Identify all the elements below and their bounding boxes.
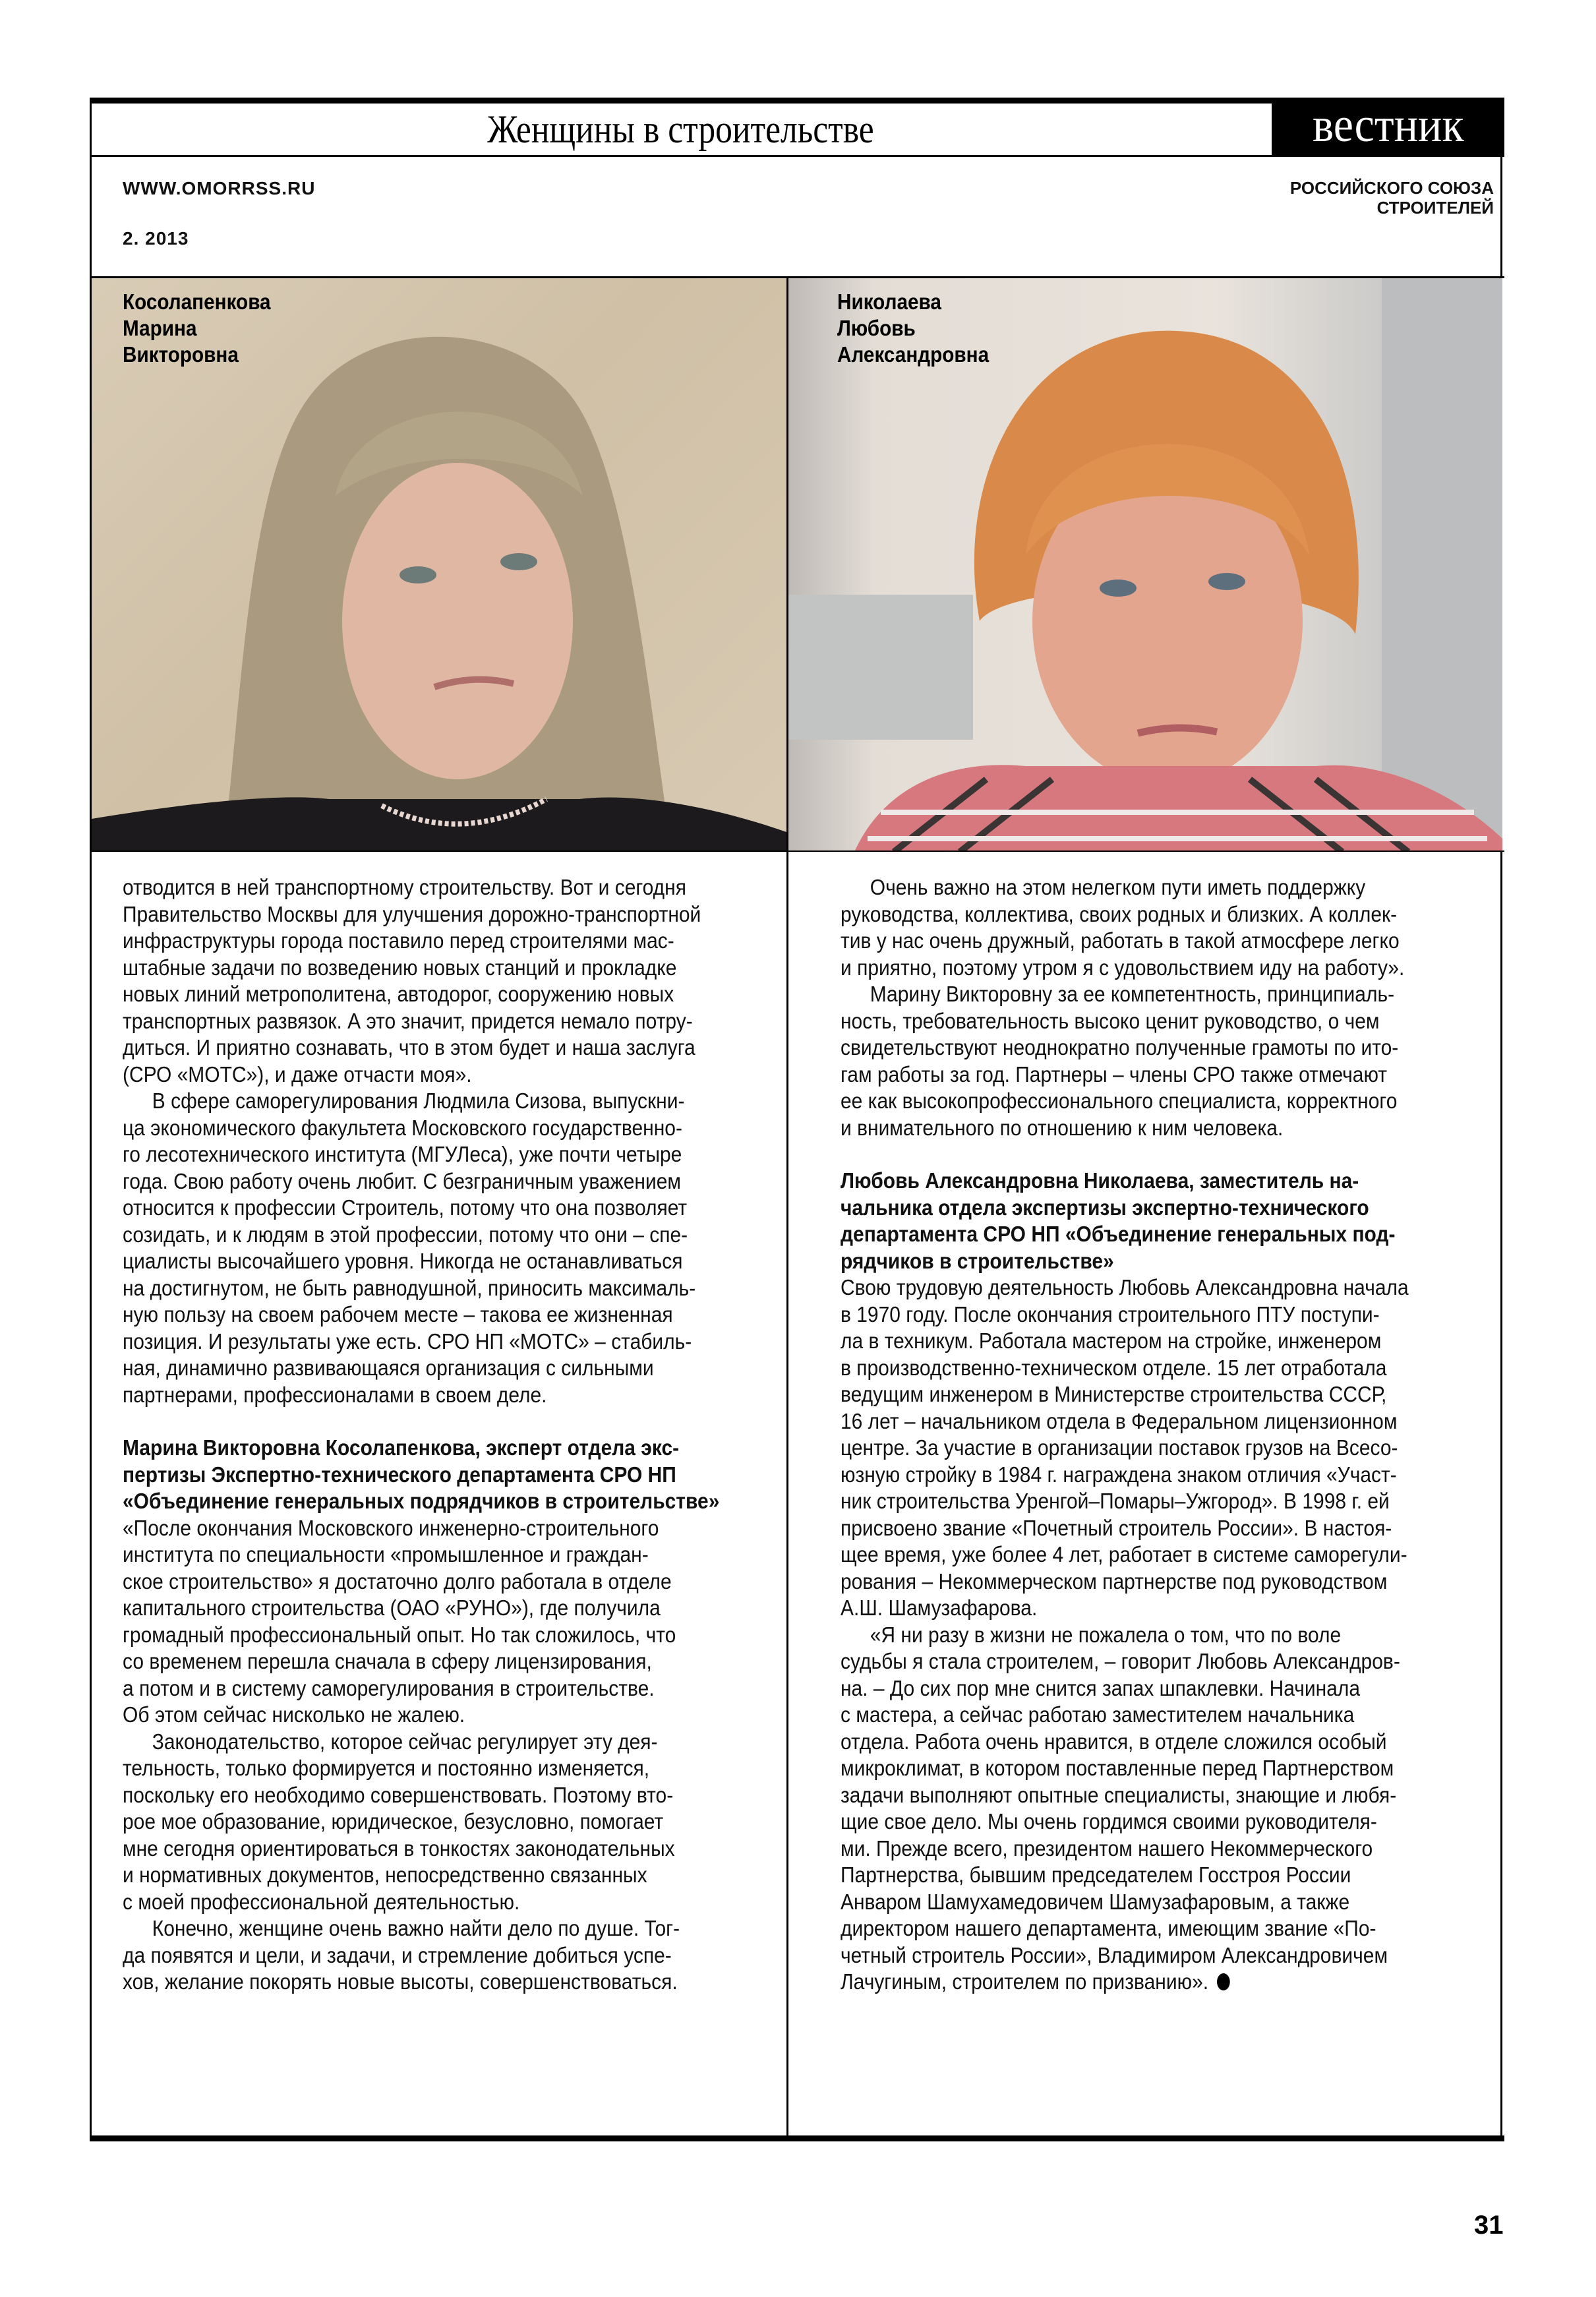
text-line: а потом и в систему саморегулирования в строительстве. <box>123 1676 655 1701</box>
text-line: инфраструктуры города поставило перед строителями мас- <box>123 929 674 953</box>
interview-heading-line: пертизы Экспертно-технического департамента СРО НП <box>123 1462 676 1487</box>
section-title: Женщины в строительстве <box>487 107 874 151</box>
text-line: Об этом сейчас нисколько не жалею. <box>123 1703 465 1727</box>
text-line: с мастера, а сейчас работаю заместителем начальника <box>841 1703 1355 1727</box>
text-line: Анваром Шамухамедовичем Шамузафаровым, а также <box>841 1890 1350 1915</box>
text-line: отводится в ней транспортному строительству. Вот и сегодня <box>123 876 686 900</box>
text-line: судьбы я стала строителем, – говорит Любовь Александров- <box>841 1650 1400 1674</box>
caption-line: Николаева <box>837 289 941 314</box>
interview-heading-line: «Объединение генеральных подрядчиков в строительстве» <box>123 1489 720 1514</box>
text-line: и нормативных документов, непосредственно связанных <box>123 1863 647 1888</box>
text-line: (СРО «МОТС»), и даже отчасти моя». <box>123 1062 472 1087</box>
caption-line: Марина <box>123 316 197 340</box>
text-line: диться. И приятно сознавать, что в этом будет и наша заслуга <box>123 1036 695 1060</box>
text-line: хов, желание покорять новые высоты, совершенствоваться. <box>123 1970 678 1994</box>
text-line: в производственно-техническом отделе. 15 лет отработала <box>841 1356 1387 1381</box>
paragraph-spacer <box>123 1409 772 1435</box>
text-line: громадный профессиональный опыт. Но так сложилось, что <box>123 1623 676 1648</box>
photo-bottom-rule <box>90 850 1504 852</box>
issue-number: 2. 2013 <box>123 228 189 249</box>
text-line: центре. За участие в организации поставок грузов на Всесо- <box>841 1436 1398 1460</box>
text-line: с моей профессиональной деятельностью. <box>123 1890 520 1915</box>
portrait-photo-nikolaeva <box>788 278 1502 852</box>
article-column-left <box>123 875 848 1996</box>
text-line: относится к профессии Строитель, потому что она позволяет <box>123 1196 688 1220</box>
brand-subtitle-line: СТРОИТЕЛЕЙ <box>1376 198 1494 218</box>
text-line: щие свое дело. Мы очень гордимся своими руководителя- <box>841 1810 1377 1834</box>
text-line: 16 лет – начальником отдела в Федеральном лицензионном <box>841 1409 1398 1434</box>
interview-heading-line: Любовь Александровна Николаева, заместитель на- <box>841 1169 1359 1193</box>
text-line: тив у нас очень дружный, работать в такой атмосфере легко <box>841 929 1400 953</box>
interview-heading-line: Марина Викторовна Косолапенкова, эксперт отдела экс- <box>123 1436 680 1460</box>
article-column-right <box>841 875 1566 1996</box>
interview-heading-line: чальника отдела экспертизы экспертно-технического <box>841 1195 1369 1220</box>
text-line: ведущим инженером в Министерстве строительства СССР, <box>841 1383 1387 1407</box>
text-line: го лесотехнического института (МГУЛеса), уже почти четыре <box>123 1143 682 1167</box>
text-line: А.Ш. Шамузафарова. <box>841 1596 1038 1621</box>
text-line: «Я ни разу в жизни не пожалела о том, что по воле <box>870 1623 1342 1648</box>
text-line: мне сегодня ориентироваться в тонкостях законодательных <box>123 1836 675 1861</box>
text-line: Очень важно на этом нелегком пути иметь поддержку <box>870 876 1366 900</box>
text-line: микроклимат, в котором поставленные перед Партнерством <box>841 1756 1394 1781</box>
site-url: WWW.OMORRSS.RU <box>123 178 316 198</box>
text-line: тельность, только формируется и постоянно изменяется, <box>123 1756 650 1781</box>
text-line: ла в техникум. Работала мастером на стройке, инженером <box>841 1329 1382 1354</box>
text-line: гам работы за год. Партнеры – члены СРО также отмечают <box>841 1062 1388 1087</box>
text-line: ную пользу на своем рабочем месте – такова ее жизненная <box>123 1303 673 1327</box>
text-line: «После окончания Московского инженерно-строительного <box>123 1516 659 1541</box>
caption-line: Александровна <box>837 342 990 367</box>
brand-subtitle-line: РОССИЙСКОГО СОЮЗА <box>1289 178 1494 198</box>
text-line: циалисты высочайшего уровня. Никогда не останавливаться <box>123 1249 683 1274</box>
text-line: ца экономического факультета Московского государственно- <box>123 1116 682 1141</box>
text-line: задачи выполняют опытные специалисты, знающие и любя- <box>841 1783 1397 1808</box>
text-line: института по специальности «промышленное и граждан- <box>123 1543 649 1567</box>
text-line: Правительство Москвы для улучшения дорожно-транспортной <box>123 902 701 927</box>
text-line: и приятно, поэтому утром я с удовольствием иду на работу». <box>841 955 1405 980</box>
text-line: руководства, коллектива, своих родных и близких. А коллек- <box>841 902 1398 927</box>
text-line: юзную стройку в 1984 г. награждена знаком отличия «Участ- <box>841 1462 1397 1487</box>
text-line: ник строительства Уренгой–Помары–Ужгород». В 1998 г. ей <box>841 1489 1390 1514</box>
text-line: новых линий метрополитена, автодорог, сооружению новых <box>123 982 674 1007</box>
text-line: Партнерства, бывшим председателем Госстроя России <box>841 1863 1351 1888</box>
text-line: рое мое образование, юридическое, безусловно, помогает <box>123 1810 664 1834</box>
caption-line: Любовь <box>837 316 916 340</box>
text-line: отдела. Работа очень нравится, в отделе сложился особый <box>841 1729 1387 1754</box>
text-line: позиция. И результаты уже есть. СРО НП «МОТС» – стабиль- <box>123 1329 692 1354</box>
text-line: со временем перешла сначала в сферу лицензирования, <box>123 1650 652 1674</box>
text-line: четный строитель России», Владимиром Александровичем <box>841 1943 1388 1968</box>
text-line: ми. Прежде всего, президентом нашего Некоммерческого <box>841 1836 1373 1861</box>
end-of-article-icon <box>1217 1973 1230 1990</box>
text-line: поскольку его необходимо совершенствовать. Поэтому вто- <box>123 1783 674 1808</box>
text-line: рования – Некоммерческом партнерстве под руководством <box>841 1569 1388 1594</box>
photo-caption <box>123 289 271 368</box>
bottom-rule <box>90 2135 1504 2141</box>
photo-caption <box>837 289 989 368</box>
text-line: на. – До сих пор мне снится запах шпаклевки. Начинала <box>841 1676 1361 1701</box>
text-line: Свою трудовую деятельность Любовь Александровна начала <box>841 1276 1409 1300</box>
text-line: ее как высокопрофессионального специалиста, корректного <box>841 1089 1398 1114</box>
caption-line: Викторовна <box>123 342 239 367</box>
text-line: созидать, и к людям в этой профессии, потому что они – спе- <box>123 1222 688 1247</box>
text-line: ная, динамично развивающаяся организация с сильными <box>123 1356 654 1381</box>
paragraph-spacer <box>841 1142 1490 1168</box>
interview-heading-line: рядчиков в строительстве» <box>841 1249 1114 1274</box>
text-line: свидетельствуют неоднократно полученные грамоты по ито- <box>841 1036 1399 1060</box>
brand-name: вестник <box>1312 98 1464 152</box>
text-line: партнерами, профессионалами в своем деле. <box>123 1383 547 1408</box>
text-line: транспортных развязок. А это значит, придется немало потру- <box>123 1009 693 1034</box>
text-line: Конечно, женщине очень важно найти дело по душе. Тог- <box>152 1917 680 1941</box>
text-line: ское строительство» я достаточно долго работала в отделе <box>123 1569 672 1594</box>
interview-heading-line: департамента СРО НП «Объединение генеральных под- <box>841 1222 1396 1247</box>
brand-logo <box>1272 98 1504 156</box>
text-line: на достигнутом, не быть равнодушной, приносить максималь- <box>123 1276 696 1301</box>
text-line: ность, требовательность высоко ценит руководство, о чем <box>841 1009 1380 1034</box>
text-line: Лачугиным, строителем по призванию». <box>841 1969 1490 1996</box>
text-line: Законодательство, которое сейчас регулирует эту дея- <box>152 1729 658 1754</box>
text-line: штабные задачи по возведению новых станций и прокладке <box>123 955 677 980</box>
text-line: присвоено звание «Почетный строитель России». В настоя- <box>841 1516 1392 1541</box>
text-line: да появятся и цели, и задачи, и стремление добиться успе- <box>123 1943 672 1968</box>
text-line: щее время, уже более 4 лет, работает в системе саморегули- <box>841 1543 1407 1567</box>
text-line: и внимательного по отношению к ним человека. <box>841 1116 1284 1141</box>
text-line: года. Свою работу очень любит. С безграничным уважением <box>123 1169 682 1194</box>
portrait-photo-kosolapenkova <box>92 278 786 852</box>
text-line: В сфере саморегулирования Людмила Сизова, выпускни- <box>152 1089 685 1114</box>
caption-line: Косолапенкова <box>123 289 271 314</box>
text-line: директором нашего департамента, имеющим звание «По- <box>841 1917 1376 1941</box>
brand-subtitle <box>1290 178 1494 218</box>
text-line: Марину Викторовну за ее компетентность, принципиаль- <box>870 982 1395 1007</box>
text-line: капитального строительства (ОАО «РУНО»), где получила <box>123 1596 661 1621</box>
text-line: в 1970 году. После окончания строительного ПТУ поступи- <box>841 1302 1380 1327</box>
page-number: 31 <box>1474 2211 1504 2240</box>
